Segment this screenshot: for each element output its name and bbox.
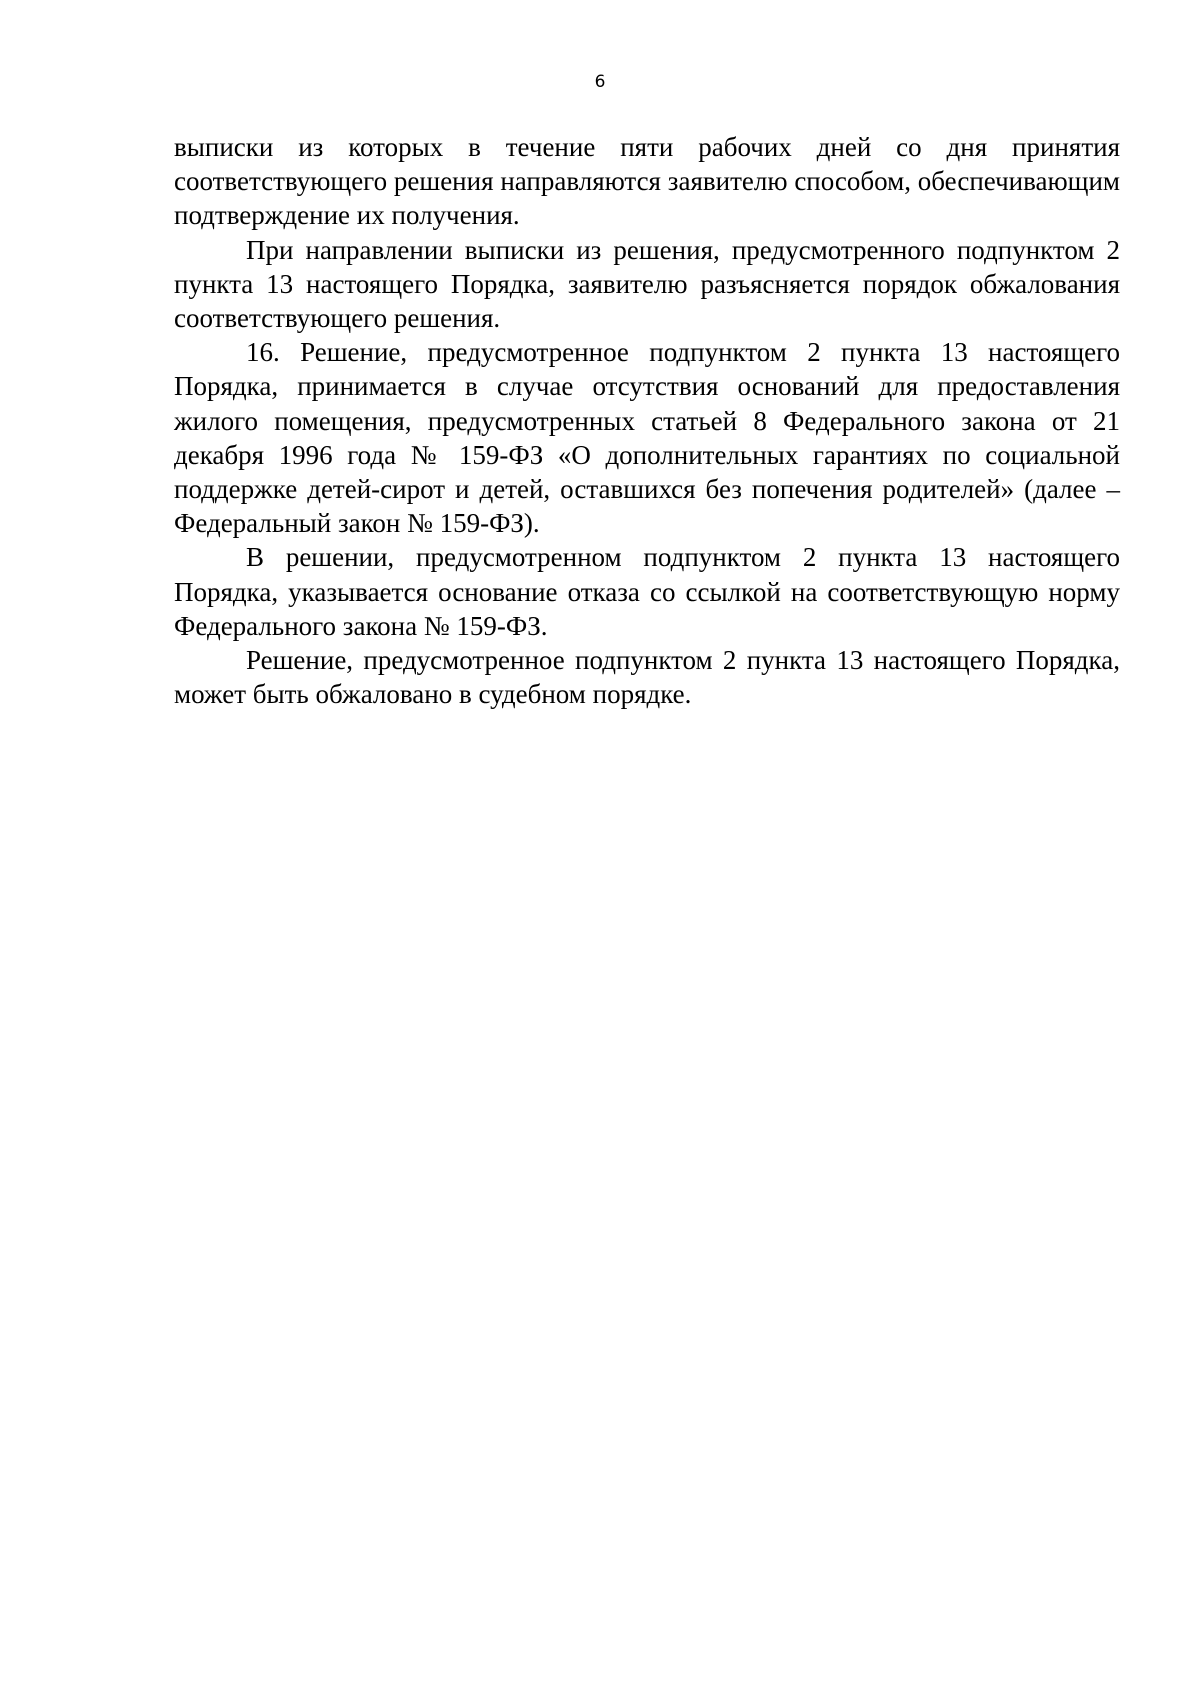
paragraph-appeal-explanation: При направлении выписки из решения, предусмотренного подпунктом 2 пункта 13 настоящего Порядка, заявителю разъясняется порядок обжалования соответствующего решения. (174, 234, 1120, 334)
document-body (174, 130, 1120, 711)
paragraph-court-appeal: Решение, предусмотренное подпунктом 2 пункта 13 настоящего Порядка, может быть обжаловано в судебном порядке. (174, 645, 1120, 710)
paragraph-item-16: 16. Решение, предусмотренное подпунктом 2 пункта 13 настоящего Порядка, принимается в случае отсутствия оснований для предоставления жилого помещения, предусмотренных статьей 8 Федерального закона от 21 декабря 1996 года № 159-ФЗ «О дополнительных гарантиях по социальной поддержке детей-сирот и детей, оставшихся без попечения родителей» (далее – Федеральный закон № 159-ФЗ). (174, 337, 1120, 539)
paragraph-continuation: выписки из которых в течение пяти рабочих дней со дня принятия соответствующего решения направляются заявителю способом, обеспечивающим подтверждение их получения. (174, 132, 1120, 231)
paragraph-refusal-grounds: В решении, предусмотренном подпунктом 2 пункта 13 настоящего Порядка, указывается основание отказа со ссылкой на соответствующую норму Федерального закона № 159-ФЗ. (174, 542, 1120, 641)
page-number: 6 (594, 72, 606, 92)
